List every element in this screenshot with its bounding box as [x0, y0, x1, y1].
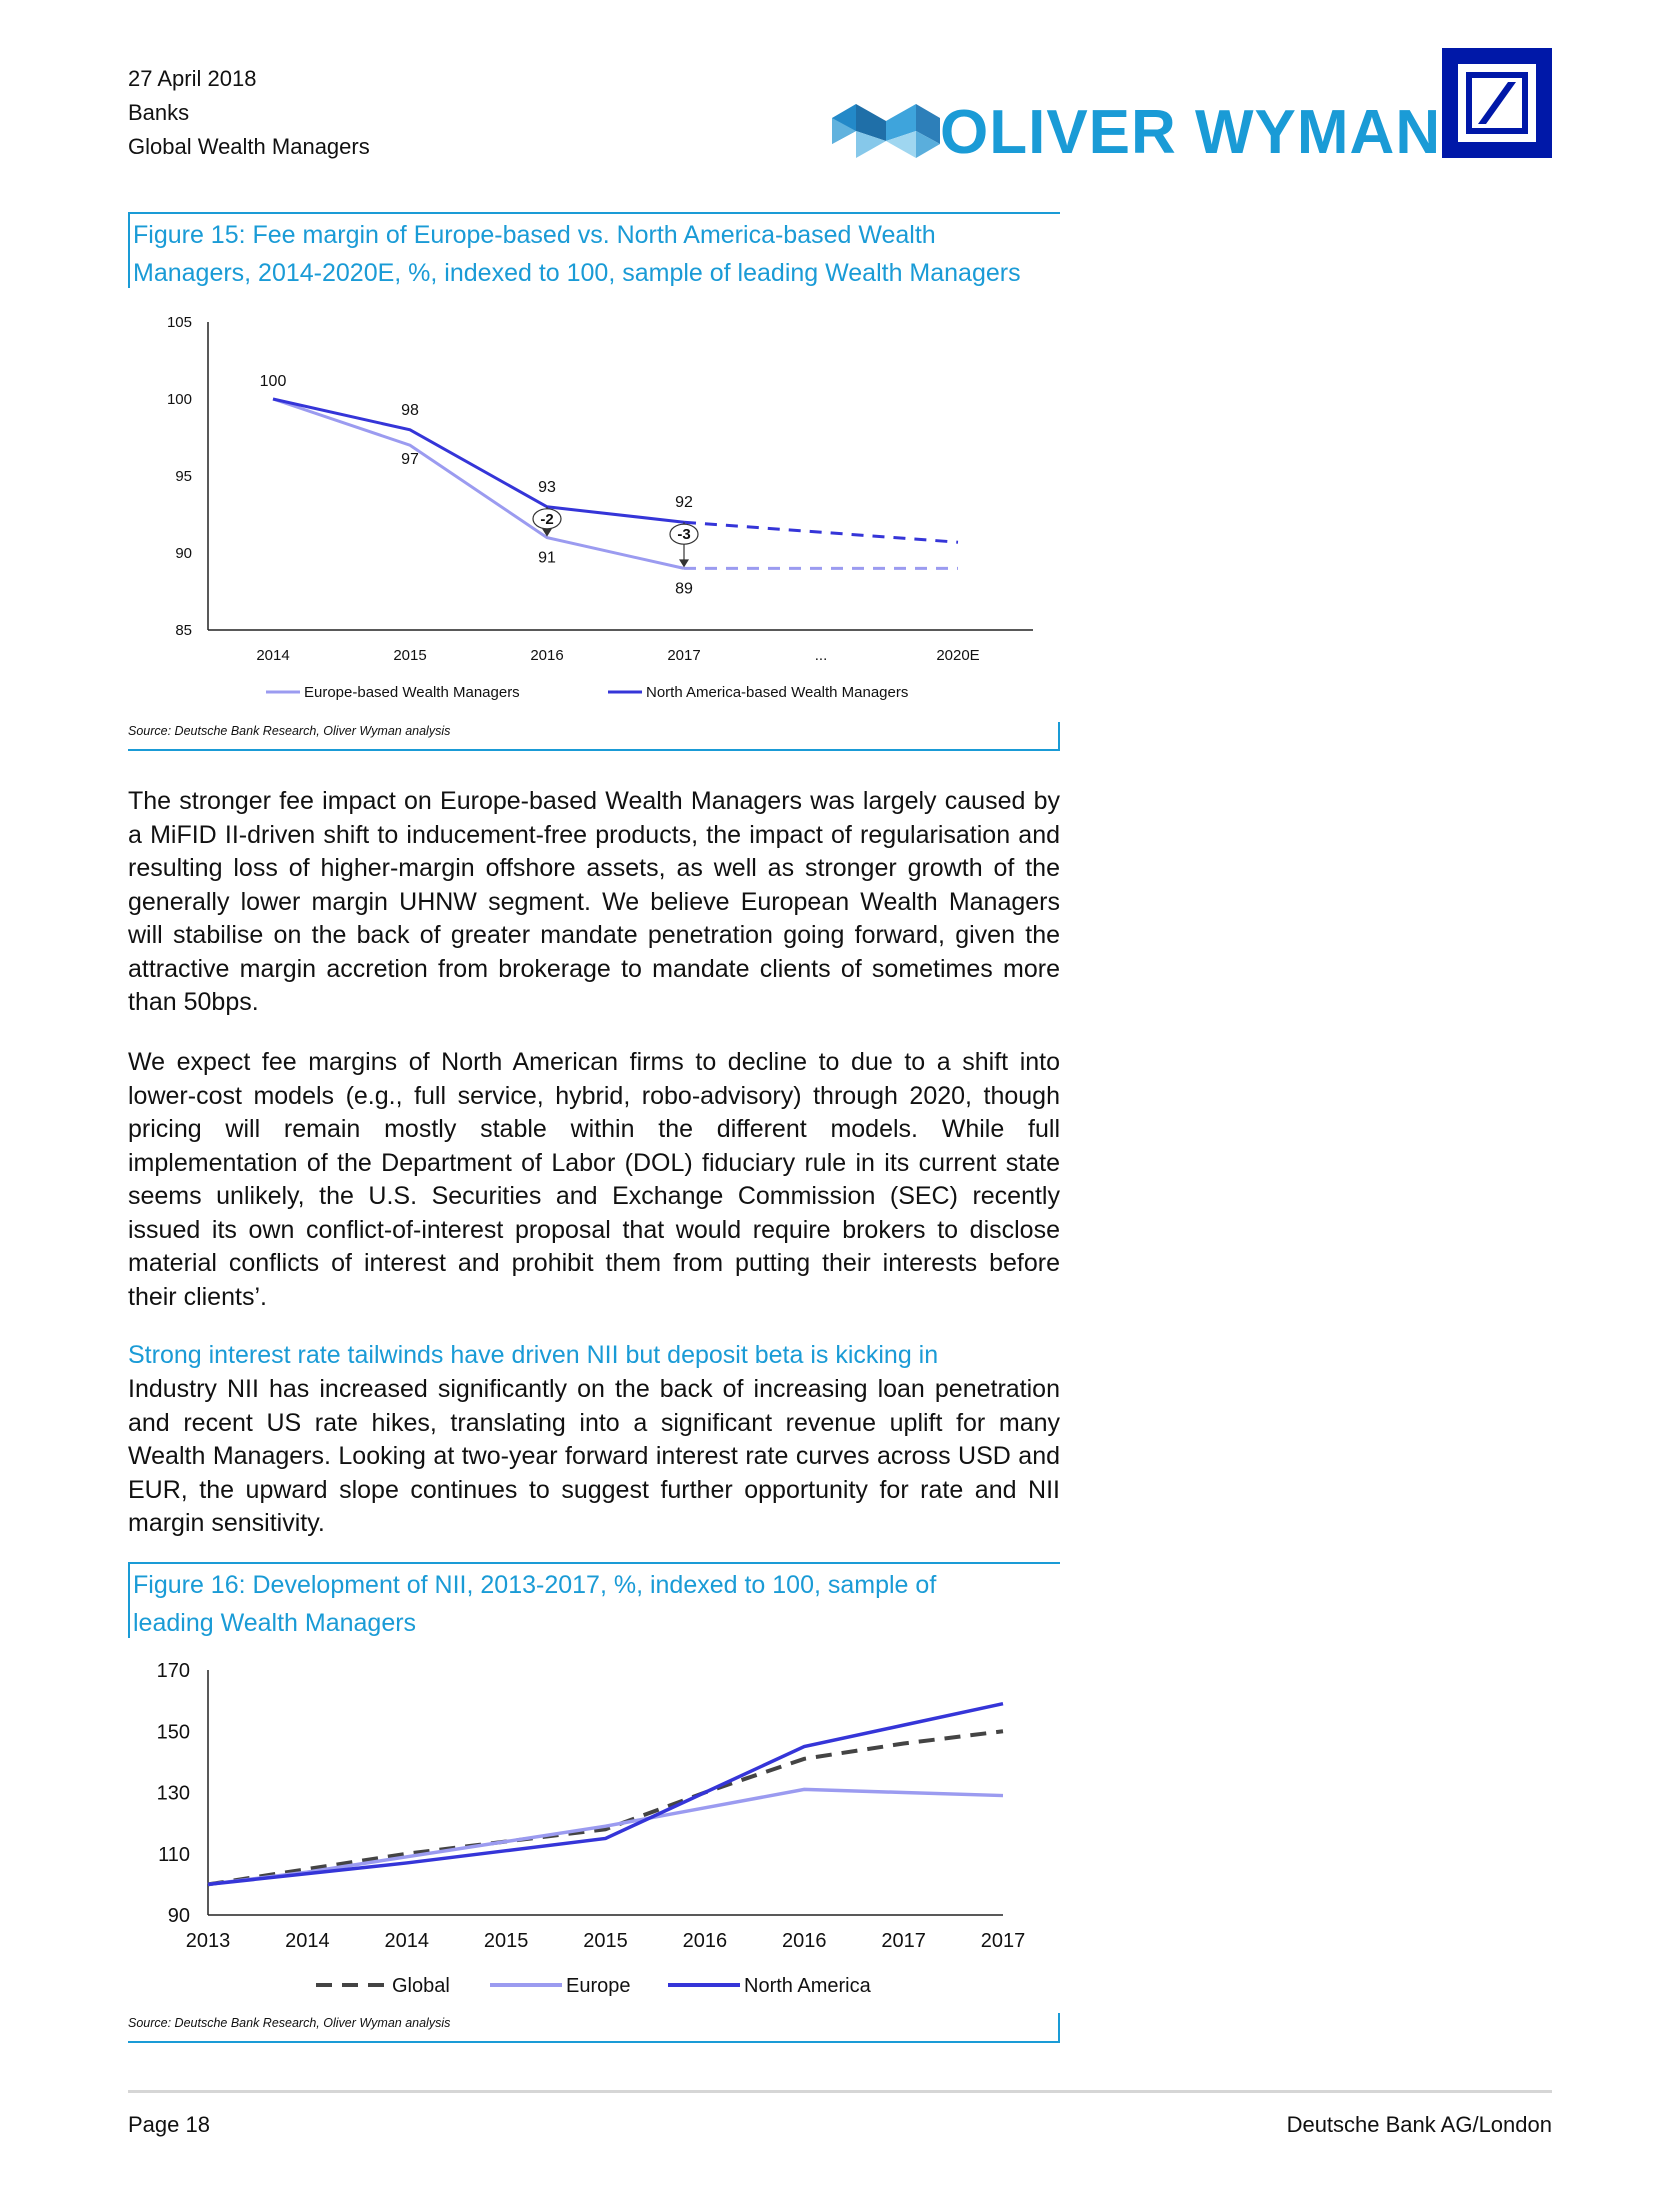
x-tick-label: 2015 [483, 1930, 529, 1952]
y-tick-label: 95 [175, 468, 192, 485]
data-label: 100 [259, 373, 287, 390]
x-tick-label: 2014 [256, 647, 290, 664]
x-tick-label: 2014 [285, 1930, 330, 1952]
figure15-source: Source: Deutsche Bank Research, Oliver Wyman analysis [128, 724, 451, 738]
legend-label: Europe-based Wealth Managers [304, 684, 520, 701]
figure16-source: Source: Deutsche Bank Research, Oliver Wyman analysis [128, 2016, 451, 2030]
gap-label: -2 [540, 510, 554, 528]
figure16-title-line1: Figure 16: Development of NII, 2013-2017, %, indexed to 100, sample of [133, 1571, 937, 1599]
gap-label: -3 [677, 526, 691, 544]
figure16-title-line2: leading Wealth Managers [133, 1609, 417, 1637]
footer-entity: Deutsche Bank AG/London [1286, 2112, 1552, 2137]
series-line [208, 1704, 1003, 1885]
x-tick-label: 2017 [667, 647, 701, 664]
y-tick-label: 85 [175, 622, 192, 639]
x-tick-label: 2016 [682, 1930, 728, 1952]
x-tick-label: ... [814, 647, 828, 664]
x-tick-label: 2013 [185, 1930, 231, 1952]
y-tick-label: 110 [158, 1843, 190, 1866]
figure15-chart [128, 300, 1060, 720]
figure16-left-rule [128, 1564, 130, 1638]
paragraph-3: Industry NII has increased significantly on the back of increasing loan penetration and recent US rate hikes, translating into a significant revenue uplift for many Wealth Managers. Looking at two-year forward interest rate curves across USD and EUR, the upward slope continues to suggest further opportunity for rate and NII margin sensitivity. [128, 1375, 1060, 1537]
footer-rule [128, 2090, 1552, 2093]
x-tick-label: 2017 [881, 1930, 926, 1952]
section-subheading: Strong interest rate tailwinds have driven NII but deposit beta is kicking in [128, 1341, 939, 1369]
x-tick-label: 2014 [384, 1930, 429, 1952]
x-tick-label: 2016 [530, 647, 564, 664]
x-tick-label: 2015 [583, 1930, 628, 1952]
data-label: 89 [675, 580, 693, 598]
legend-label: North America-based Wealth Managers [646, 684, 909, 701]
figure15-left-rule [128, 214, 130, 288]
data-label: 98 [401, 401, 419, 419]
x-tick-label: 2016 [782, 1930, 827, 1952]
y-tick-label: 170 [156, 1660, 190, 1682]
y-tick-label: 90 [175, 545, 192, 562]
data-label: 93 [538, 478, 556, 496]
figure15-right-rule [1058, 722, 1060, 750]
data-label: 92 [675, 494, 693, 512]
oliver-wyman-logo [832, 104, 940, 163]
y-tick-label: 90 [167, 1905, 190, 1927]
legend-label: Global [392, 1975, 450, 1997]
y-tick-label: 150 [156, 1721, 190, 1744]
deutsche-bank-logo [1442, 48, 1552, 158]
x-tick-label: 2017 [980, 1930, 1026, 1952]
series-line [208, 1731, 1003, 1884]
figure15-top-rule [128, 212, 1060, 214]
figure16-bottom-rule [128, 2041, 1060, 2043]
deutsche-bank-slash-icon [1442, 48, 1552, 158]
header-topic: Global Wealth Managers [128, 134, 370, 159]
data-label: 91 [538, 549, 556, 567]
figure16-top-rule [128, 1562, 1060, 1564]
figure16-chart [128, 1650, 1060, 2010]
oliver-wyman-mark-icon [832, 104, 940, 158]
paragraph-1: The stronger fee impact on Europe-based Wealth Managers was largely caused by a MiFID II-driven shift to inducement-free products, the impact of regularisation and resulting loss of higher-margin offshore assets, as well as stronger growth of the generally lower margin UHNW segment. We believe European Wealth Managers will stabilise on the back of greater mandate penetration going forward, given the attractive margin accretion from brokerage to mandate clients of sometimes more than 50bps. [128, 787, 1060, 1016]
series-forecast-line [684, 522, 958, 542]
figure15-title-line1: Figure 15: Fee margin of Europe-based vs. North America-based Wealth [133, 221, 936, 249]
oliver-wyman-wordmark: OLIVER WYMAN [940, 98, 1442, 167]
figure15-title-line2: Managers, 2014-2020E, %, indexed to 100, sample of leading Wealth Managers [133, 259, 1021, 287]
figure16-right-rule [1058, 2013, 1060, 2042]
y-tick-label: 130 [156, 1782, 190, 1805]
x-tick-label: 2015 [393, 647, 427, 664]
data-label: 97 [401, 451, 419, 469]
x-tick-label: 2020E [936, 647, 980, 664]
paragraph-2: We expect fee margins of North American firms to decline to due to a shift into lower-cost models (e.g., full service, hybrid, robo-advisory) through 2020, though pricing will remain mostly stable within the different models. While full implementation of the Department of Labor (DOL) fiduciary rule in its current state seems unlikely, the U.S. Securities and Exchange Commission (SEC) recently issued its own conflict-of-interest proposal that would require brokers to disclose material conflicts of interest and prohibit them from putting their interests before their clients’. [128, 1048, 1060, 1311]
header-date: 27 April 2018 [128, 66, 257, 91]
legend-label: Europe [566, 1975, 631, 1997]
series-line [273, 399, 684, 522]
figure15-bottom-rule [128, 749, 1060, 751]
y-tick-label: 100 [166, 391, 192, 408]
legend-label: North America [744, 1975, 871, 1997]
y-tick-label: 105 [166, 314, 192, 331]
footer-page-number: Page 18 [128, 2112, 210, 2137]
header-section: Banks [128, 100, 190, 125]
series-line [273, 399, 684, 568]
